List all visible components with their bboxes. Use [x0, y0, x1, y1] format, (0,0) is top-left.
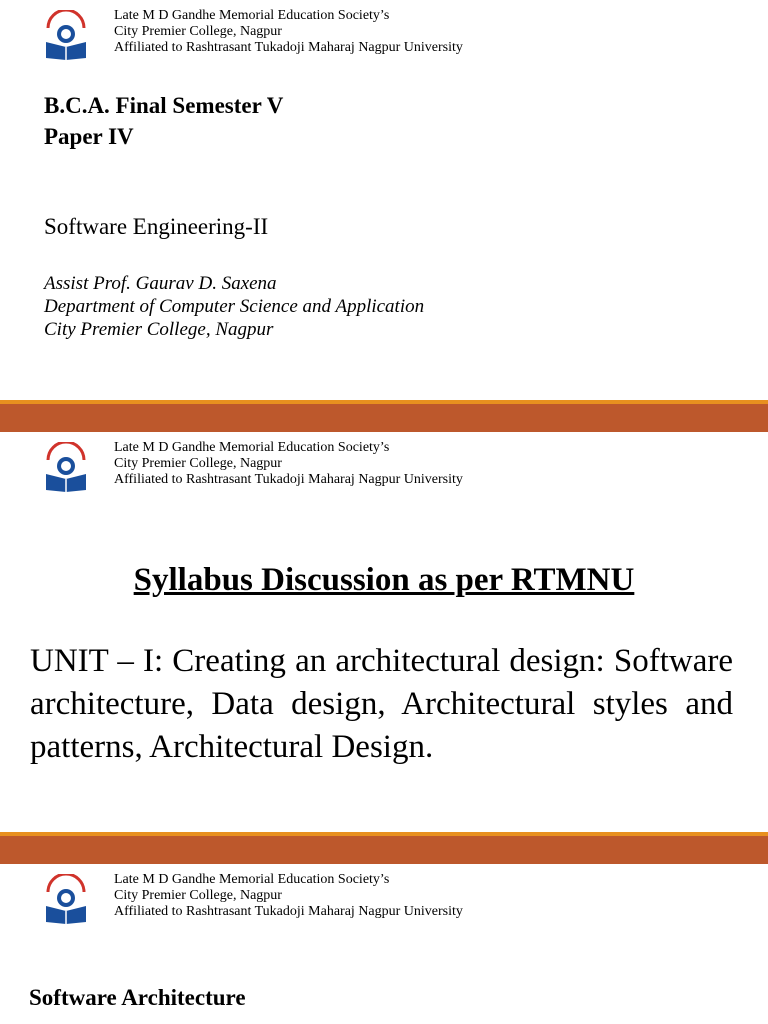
society-name: Late M D Gandhe Memorial Education Society’s: [114, 8, 390, 23]
slide-divider: [0, 832, 768, 864]
university-affiliation: Affiliated to Rashtrasant Tukadoji Maharaj Nagpur University: [114, 40, 463, 55]
author-block: [44, 272, 424, 341]
society-name: Late M D Gandhe Memorial Education Society’s: [114, 872, 390, 887]
section-title: Software Architecture: [29, 985, 246, 1010]
subject-title: Software Engineering-II: [44, 214, 269, 239]
college-logo-icon: [42, 874, 90, 924]
author-college: City Premier College, Nagpur: [44, 319, 274, 340]
unit-description: UNIT – I: Creating an architectural design: Software architecture, Data design, Architectural styles and patterns, Architectural Design.: [30, 643, 733, 765]
slide-3: [0, 864, 768, 1024]
course-title: [44, 90, 283, 152]
slide-1: [0, 0, 768, 400]
institution-header: [114, 440, 463, 488]
institution-header: [114, 8, 463, 56]
syllabus-heading: Syllabus Discussion as per RTMNU: [133, 562, 635, 598]
college-logo-icon: [42, 10, 90, 60]
slide-2: [0, 432, 768, 832]
college-name: City Premier College, Nagpur: [114, 456, 282, 471]
paper-number: Paper IV: [44, 124, 134, 149]
university-affiliation: Affiliated to Rashtrasant Tukadoji Maharaj Nagpur University: [114, 904, 463, 919]
institution-header: [114, 872, 463, 920]
college-logo-icon: [42, 442, 90, 492]
slide-divider: [0, 400, 768, 432]
author-name: Assist Prof. Gaurav D. Saxena: [44, 273, 277, 294]
university-affiliation: Affiliated to Rashtrasant Tukadoji Maharaj Nagpur University: [114, 472, 463, 487]
society-name: Late M D Gandhe Memorial Education Society’s: [114, 440, 390, 455]
college-name: City Premier College, Nagpur: [114, 24, 282, 39]
course-semester: B.C.A. Final Semester V: [44, 93, 284, 118]
department-name: Department of Computer Science and Application: [44, 296, 425, 317]
college-name: City Premier College, Nagpur: [114, 888, 282, 903]
